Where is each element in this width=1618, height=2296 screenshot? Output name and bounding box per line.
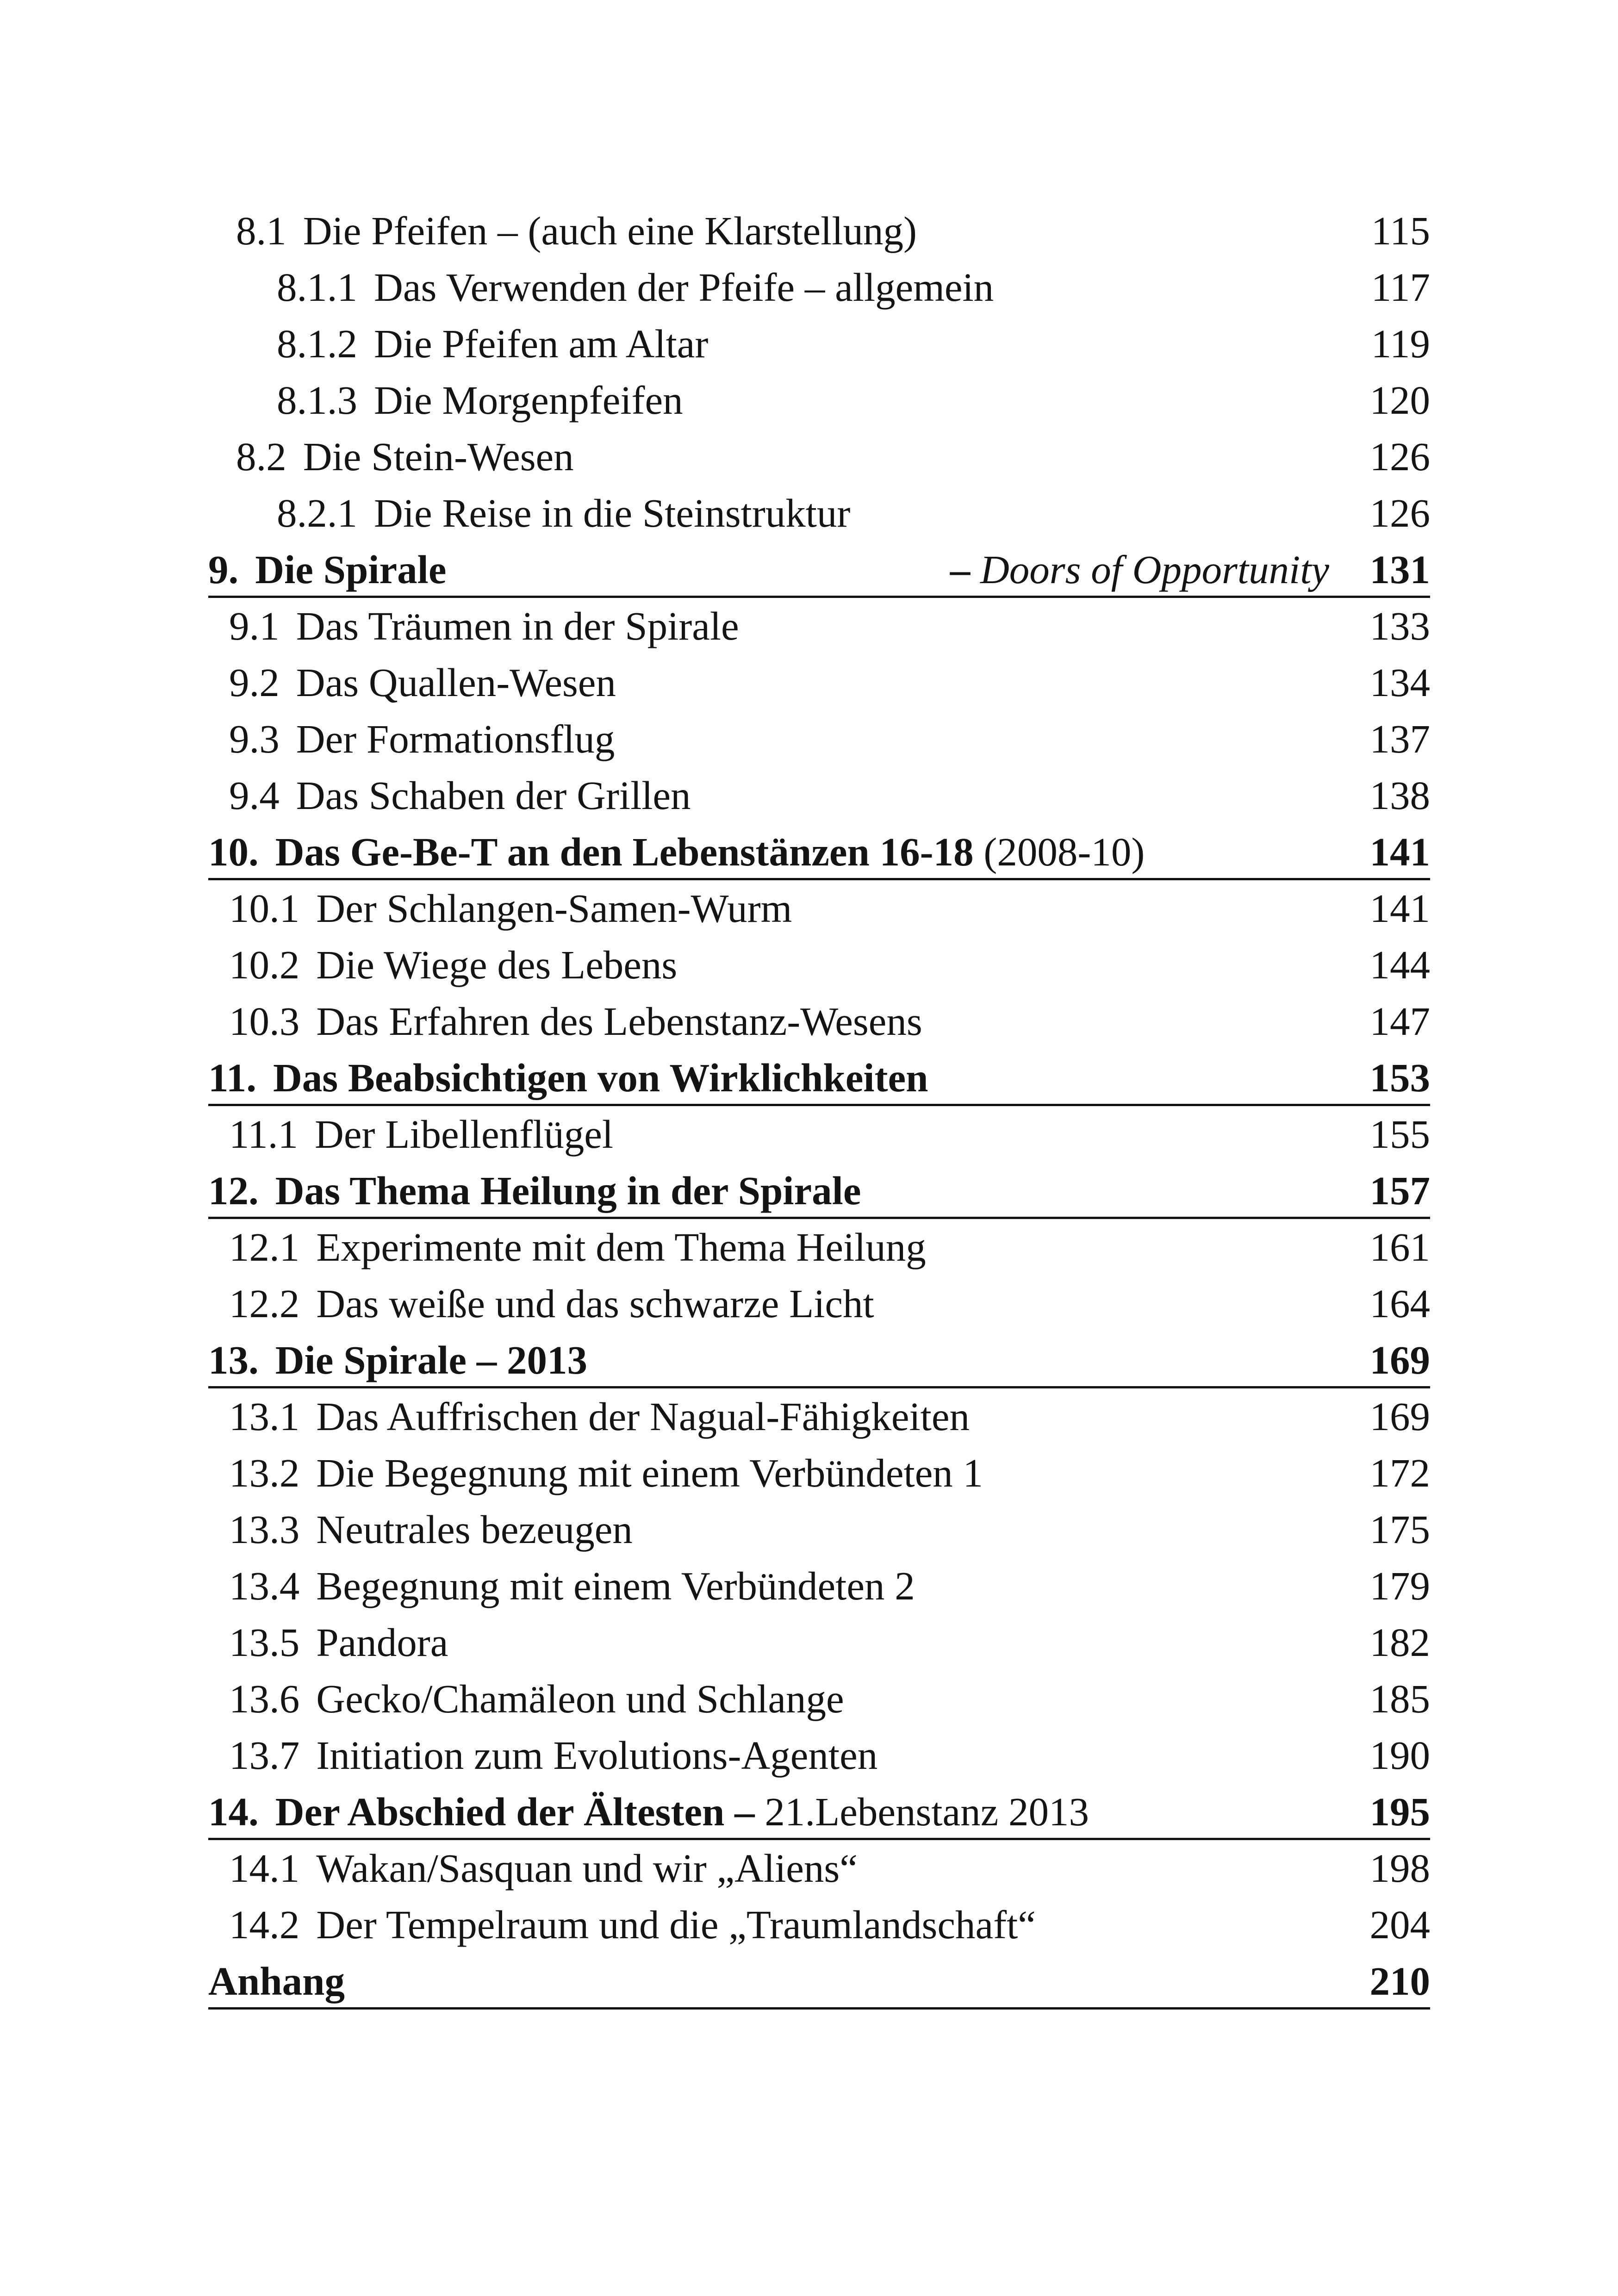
toc-entry-label <box>236 429 574 485</box>
subtitle-dash: – <box>950 547 971 592</box>
section-number: 8.1 <box>236 208 286 253</box>
chapter-number: 11. <box>208 1055 256 1100</box>
toc-entry-11-1[interactable] <box>208 1106 1430 1163</box>
section-title: Das weiße und das schwarze Licht <box>316 1281 874 1326</box>
toc-entry-label <box>229 767 691 824</box>
toc-entry-label <box>229 1897 1036 1953</box>
section-number: 9.1 <box>229 604 280 648</box>
toc-entry-label <box>229 1445 983 1501</box>
section-number: 9.4 <box>229 773 280 818</box>
section-number: 10.2 <box>229 942 300 987</box>
toc-entry-label <box>277 372 683 429</box>
section-title: Initiation zum Evolutions-Agenten <box>316 1733 878 1778</box>
toc-chapter-14[interactable] <box>208 1784 1430 1840</box>
section-number: 13.5 <box>229 1620 300 1665</box>
page-number: 138 <box>1369 773 1430 818</box>
page-number: 164 <box>1369 1281 1430 1326</box>
section-number: 8.1.1 <box>277 265 357 310</box>
chapter-title: Der Abschied der Ältesten – <box>275 1789 755 1834</box>
toc-entry-label <box>229 1219 926 1276</box>
subtitle-text: Doors of Opportunity <box>980 547 1329 592</box>
toc-entry-10-2[interactable] <box>208 937 1430 993</box>
toc-entry-8-1[interactable] <box>208 203 1430 259</box>
page-number: 141 <box>1369 886 1430 931</box>
section-title: Der Tempelraum und die „Traumlandschaft“ <box>316 1902 1036 1947</box>
toc-entry-label <box>208 1163 861 1219</box>
page-number: 204 <box>1369 1902 1430 1947</box>
chapter-number: 12. <box>208 1168 259 1213</box>
toc-entry-label <box>229 1840 858 1897</box>
page-number: 157 <box>1369 1168 1430 1213</box>
toc-entry-9-3[interactable] <box>208 711 1430 767</box>
toc-entry-label <box>229 937 677 993</box>
toc-entry-label <box>229 1671 844 1727</box>
toc-entry-label <box>229 1614 448 1671</box>
toc-entry-13-5[interactable] <box>208 1614 1430 1671</box>
page-number: 144 <box>1369 942 1430 987</box>
toc-entry-8-1-2[interactable] <box>208 316 1430 372</box>
toc-entry-label <box>229 1727 877 1784</box>
toc-entry-13-7[interactable] <box>208 1727 1430 1784</box>
section-title: Gecko/Chamäleon und Schlange <box>316 1676 844 1721</box>
page-number: 161 <box>1369 1225 1430 1269</box>
toc-entry-label <box>229 654 616 711</box>
toc-entry-label <box>229 1501 633 1558</box>
toc-entry-13-6[interactable] <box>208 1671 1430 1727</box>
section-title: Neutrales bezeugen <box>316 1507 633 1552</box>
section-title: Das Quallen-Wesen <box>296 660 616 705</box>
toc-entry-9-1[interactable] <box>208 598 1430 654</box>
section-title: Begegnung mit einem Verbündeten 2 <box>316 1563 915 1608</box>
section-title: Die Pfeifen am Altar <box>374 321 709 366</box>
toc-entry-13-4[interactable] <box>208 1558 1430 1614</box>
toc-entry-label <box>208 541 446 598</box>
page-number: 119 <box>1371 321 1430 366</box>
toc-entry-9-2[interactable] <box>208 654 1430 711</box>
section-title: Die Reise in die Steinstruktur <box>374 491 851 535</box>
toc-entry-8-1-3[interactable] <box>208 372 1430 429</box>
toc-chapter-13[interactable] <box>208 1332 1430 1388</box>
page-number: 155 <box>1369 1112 1430 1157</box>
section-number: 11.1 <box>229 1112 299 1157</box>
toc-entry-8-2[interactable] <box>208 429 1430 485</box>
toc-entry-8-2-1[interactable] <box>208 485 1430 541</box>
toc-entry-label <box>229 711 615 767</box>
page-number: 153 <box>1369 1055 1430 1100</box>
toc-entry-14-1[interactable] <box>208 1840 1430 1897</box>
page-number: 120 <box>1369 378 1430 423</box>
toc-chapter-9[interactable] <box>208 541 1430 598</box>
toc-chapter-anhang[interactable] <box>208 1953 1430 2010</box>
chapter-number: 9. <box>208 547 239 592</box>
chapter-subtitle <box>950 541 1329 598</box>
section-number: 9.2 <box>229 660 280 705</box>
toc-entry-13-2[interactable] <box>208 1445 1430 1501</box>
toc-entry-label <box>229 1276 874 1332</box>
toc-entry-8-1-1[interactable] <box>208 259 1430 316</box>
chapter-note: 21.Lebenstanz 2013 <box>765 1789 1089 1834</box>
page-number: 179 <box>1369 1563 1430 1608</box>
toc-entry-label <box>208 1332 587 1388</box>
section-title: Die Stein-Wesen <box>303 434 574 479</box>
page-number: 190 <box>1369 1733 1430 1778</box>
page-number: 134 <box>1369 660 1430 705</box>
toc-entry-label <box>277 485 850 541</box>
section-title: Das Schaben der Grillen <box>296 773 691 818</box>
section-number: 13.7 <box>229 1733 300 1778</box>
section-number: 13.1 <box>229 1394 300 1439</box>
section-title: Der Libellenflügel <box>315 1112 614 1157</box>
page-number: 115 <box>1371 208 1430 253</box>
section-number: 13.4 <box>229 1563 300 1608</box>
chapter-title: Die Spirale – 2013 <box>275 1338 587 1382</box>
toc-entry-label <box>229 1558 915 1614</box>
page-number: 175 <box>1369 1507 1430 1552</box>
section-number: 9.3 <box>229 716 280 761</box>
section-number: 13.6 <box>229 1676 300 1721</box>
chapter-title: Anhang <box>208 1959 345 2004</box>
chapter-number: 13. <box>208 1338 259 1382</box>
toc-chapter-10[interactable] <box>208 824 1430 880</box>
toc-entry-10-3[interactable] <box>208 993 1430 1050</box>
section-title: Experimente mit dem Thema Heilung <box>316 1225 926 1269</box>
page-number: 147 <box>1369 999 1430 1044</box>
page-number: 131 <box>1369 547 1430 592</box>
section-title: Der Formationsflug <box>296 716 615 761</box>
toc-entry-label <box>229 1388 970 1445</box>
toc-entry-label <box>236 203 917 259</box>
page-number: 169 <box>1369 1338 1430 1382</box>
page-number: 133 <box>1369 604 1430 648</box>
toc-entry-label <box>208 1784 1089 1840</box>
section-title: Die Wiege des Lebens <box>316 942 678 987</box>
section-number: 10.1 <box>229 886 300 931</box>
toc-chapter-12[interactable] <box>208 1163 1430 1219</box>
toc-entry-label <box>229 880 792 937</box>
section-number: 8.1.3 <box>277 378 357 423</box>
toc-entry-label <box>277 259 994 316</box>
toc-entry-13-1[interactable] <box>208 1388 1430 1445</box>
section-title: Die Pfeifen – (auch eine Klarstellung) <box>303 208 917 253</box>
section-title: Die Begegnung mit einem Verbündeten 1 <box>316 1450 983 1495</box>
toc-entry-12-1[interactable] <box>208 1219 1430 1276</box>
chapter-title: Das Beabsichtigen von Wirklichkeiten <box>273 1055 928 1100</box>
section-number: 8.2.1 <box>277 491 357 535</box>
toc-entry-14-2[interactable] <box>208 1897 1430 1953</box>
page-number: 126 <box>1369 491 1430 535</box>
toc-chapter-11[interactable] <box>208 1050 1430 1106</box>
page-number: 117 <box>1371 265 1430 310</box>
chapter-note: (2008-10) <box>983 829 1145 874</box>
page-number: 126 <box>1369 434 1430 479</box>
section-title: Der Schlangen-Samen-Wurm <box>316 886 792 931</box>
section-title: Das Erfahren des Lebenstanz-Wesens <box>316 999 922 1044</box>
section-number: 14.1 <box>229 1846 300 1891</box>
section-title: Die Morgenpfeifen <box>374 378 683 423</box>
toc-entry-label <box>229 993 922 1050</box>
section-title: Das Auffrischen der Nagual-Fähigkeiten <box>316 1394 970 1439</box>
page-number: 185 <box>1369 1676 1430 1721</box>
toc-entry-12-2[interactable] <box>208 1276 1430 1332</box>
page-number: 210 <box>1369 1959 1430 2004</box>
section-number: 8.1.2 <box>277 321 357 366</box>
page-number: 172 <box>1369 1450 1430 1495</box>
toc-entry-label <box>208 1050 928 1106</box>
section-number: 14.2 <box>229 1902 300 1947</box>
toc-entry-label <box>277 316 708 372</box>
section-title: Pandora <box>316 1620 448 1665</box>
toc-entry-10-1[interactable] <box>208 880 1430 937</box>
page-number: 137 <box>1369 716 1430 761</box>
chapter-title: Das Ge-Be-T an den Lebenstänzen 16-18 <box>275 829 974 874</box>
chapter-number: 10. <box>208 829 259 874</box>
page-number: 141 <box>1369 829 1430 874</box>
chapter-title: Das Thema Heilung in der Spirale <box>275 1168 861 1213</box>
page-number: 182 <box>1369 1620 1430 1665</box>
toc-entry-label <box>229 1106 613 1163</box>
chapter-title: Die Spirale <box>255 547 447 592</box>
section-number: 13.3 <box>229 1507 300 1552</box>
page-number: 195 <box>1369 1789 1430 1834</box>
section-title: Wakan/Sasquan und wir „Aliens“ <box>316 1846 858 1891</box>
chapter-number: 14. <box>208 1789 259 1834</box>
page-number: 198 <box>1369 1846 1430 1891</box>
section-number: 8.2 <box>236 434 286 479</box>
toc-entry-label <box>229 598 739 654</box>
toc-entry-9-4[interactable] <box>208 767 1430 824</box>
toc-entry-13-3[interactable] <box>208 1501 1430 1558</box>
section-title: Das Verwenden der Pfeife – allgemein <box>374 265 994 310</box>
section-number: 10.3 <box>229 999 300 1044</box>
section-number: 12.1 <box>229 1225 300 1269</box>
section-number: 12.2 <box>229 1281 300 1326</box>
section-number: 13.2 <box>229 1450 300 1495</box>
page-number: 169 <box>1369 1394 1430 1439</box>
toc-entry-label <box>208 824 1145 880</box>
section-title: Das Träumen in der Spirale <box>296 604 739 648</box>
